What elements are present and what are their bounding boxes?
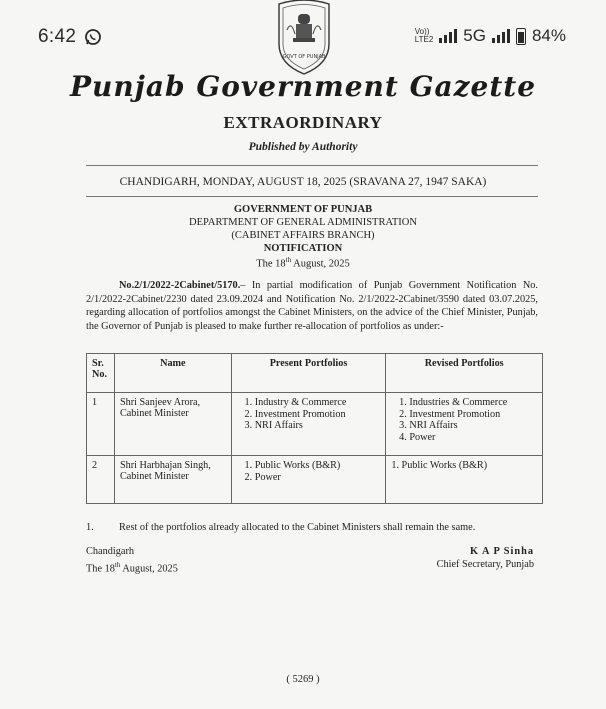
header-name: Name <box>114 354 231 393</box>
portfolio-table <box>86 353 543 504</box>
emblem-text: GOVT OF PUNJAB <box>282 54 326 60</box>
branch-heading: (CABINET AFFAIRS BRANCH) <box>231 230 375 241</box>
signal-bars-icon-2 <box>492 29 510 43</box>
signature-block <box>437 546 534 571</box>
bottom-divider <box>86 196 538 197</box>
page-number: ( 5269 ) <box>286 674 320 685</box>
closing-note: 1. Rest of the portfolios already allocated to the Cabinet Ministers shall remain the same. <box>86 522 476 533</box>
battery-icon <box>516 28 526 45</box>
notification-date: The 18th August, 2025 <box>256 256 350 270</box>
dateline: CHANDIGARH, MONDAY, AUGUST 18, 2025 (SRAVANA 27, 1947 SAKA) <box>119 176 487 188</box>
signal-bars-icon <box>439 29 457 43</box>
department-heading: DEPARTMENT OF GENERAL ADMINISTRATION <box>189 217 417 228</box>
row-name: Shri Harbhajan Singh, Cabinet Minister <box>114 456 231 504</box>
volte-indicator: Vo)) LTE2 <box>414 27 434 44</box>
notification-number: No.2/1/2022-2Cabinet/5170. <box>119 280 241 291</box>
place-and-date: Chandigarh The 18th August, 2025 <box>86 546 178 574</box>
notification-text: – In partial modification of Punjab Government Notification No. 2/1/2022-2Cabinet/2230 dated 23.09.2024 and Notification No. 2/1/2022-2Cabinet/3590 dated 03.07.2025, regarding allocation of portfolios amongst the Cabinet Ministers, on the advice of the Chief Minister, Punjab, the Governor of Punjab is pleased to make further re-allocation of portfolios as under:- <box>86 280 538 332</box>
notification-heading: NOTIFICATION <box>263 243 343 254</box>
row-present: 1. Industry & Commerce 2. Investment Promotion 3. NRI Affairs <box>231 393 386 456</box>
extraordinary-label: EXTRAORDINARY <box>223 113 383 132</box>
gazette-title: Punjab Government Gazette <box>69 70 537 103</box>
row-revised: 1. Public Works (B&R) <box>386 456 543 504</box>
punjab-emblem-icon <box>269 0 339 76</box>
status-indicators <box>415 26 566 46</box>
row-present: 1. Public Works (B&R) 2. Power <box>231 456 386 504</box>
row-sr: 1 <box>87 393 115 456</box>
row-sr: 2 <box>87 456 115 504</box>
header-sr-no: Sr. No. <box>87 354 115 393</box>
row-name: Shri Sanjeev Arora, Cabinet Minister <box>114 393 231 456</box>
row-revised: 1. Industries & Commerce 2. Investment Promotion 3. NRI Affairs 4. Power <box>386 393 543 456</box>
table-row <box>87 393 543 456</box>
status-time: 6:42 <box>38 26 77 47</box>
signatory-title: Chief Secretary, Punjab <box>436 558 534 570</box>
table-row <box>87 456 543 504</box>
header-revised: Revised Portfolios <box>386 354 543 393</box>
top-divider <box>86 165 538 166</box>
header-present: Present Portfolios <box>231 354 386 393</box>
table-header-row <box>87 354 543 393</box>
published-by-authority: Published by Authority <box>248 141 358 153</box>
notification-body <box>86 279 538 333</box>
whatsapp-icon <box>84 28 102 46</box>
signatory-name: K A P Sinha <box>470 546 534 557</box>
government-heading: GOVERNMENT OF PUNJAB <box>233 204 373 215</box>
battery-level: 84% <box>531 26 566 45</box>
network-type: 5G <box>463 26 486 45</box>
